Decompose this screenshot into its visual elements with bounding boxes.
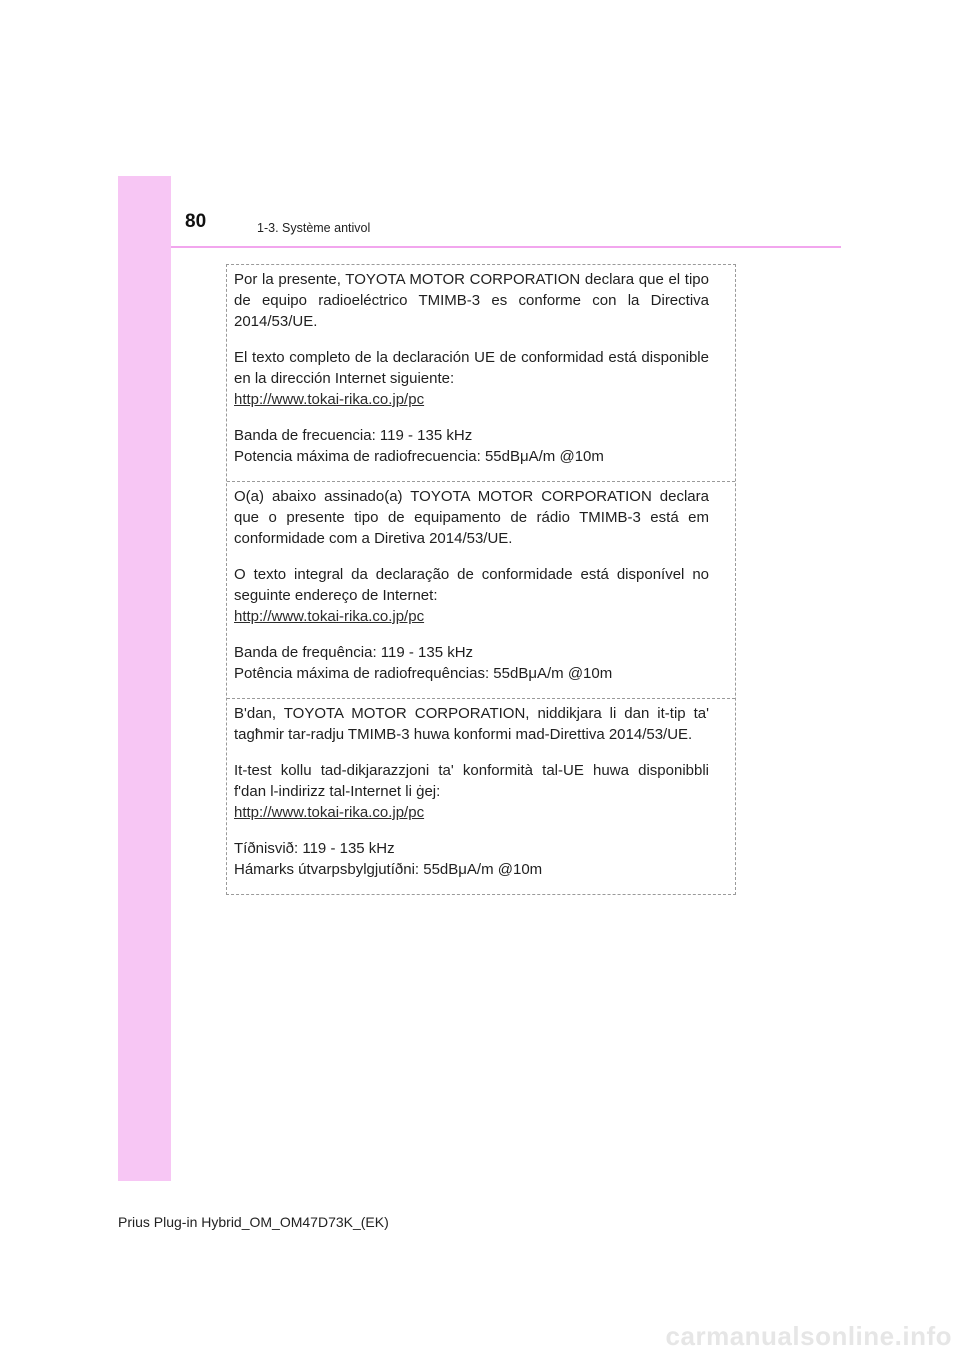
declaration-availability: El texto completo de la declaración UE de conformidad está disponible en la dirección Internet siguiente:	[234, 349, 709, 387]
frequency-band: Tíðnisvið: 119 - 135 kHz	[234, 840, 395, 857]
site-watermark: carmanualsonline.info	[665, 1321, 952, 1351]
max-power: Hámarks útvarpsbylgjutíðni: 55dBμA/m @10m	[234, 861, 543, 878]
declaration-statement: O(a) abaixo assinado(a) TOYOTA MOTOR CORPORATION declara que o presente tipo de equipamento de rádio TMIMB-3 está em conformidade com a Diretiva 2014/53/UE.	[234, 488, 709, 547]
declaration-availability: It-test kollu tad-dikjarazzjoni ta' konformità tal-UE huwa disponibbli f'dan l-indirizz tal-Internet li ġej:	[234, 762, 709, 800]
page-header	[171, 210, 841, 248]
manual-footer: Prius Plug-in Hybrid_OM_OM47D73K_(EK)	[118, 1214, 389, 1230]
frequency-band: Banda de frecuencia: 119 - 135 kHz	[234, 427, 473, 444]
declaration-link[interactable]: http://www.tokai-rika.co.jp/pc	[234, 391, 425, 408]
declaration-availability: O texto integral da declaração de conformidade está disponível no seguinte endereço de Internet:	[234, 566, 709, 604]
frequency-band: Banda de frequência: 119 - 135 kHz	[234, 644, 474, 661]
max-power: Potência máxima de radiofrequências: 55dBμA/m @10m	[234, 665, 613, 682]
declaration-link[interactable]: http://www.tokai-rika.co.jp/pc	[234, 608, 425, 625]
chapter-side-tab	[118, 176, 171, 1181]
declaration-block-portuguese	[227, 482, 735, 699]
page-number: 80	[185, 211, 207, 232]
declaration-block-maltese	[227, 699, 735, 894]
section-title: 1-3. Système antivol	[257, 221, 371, 235]
declaration-link[interactable]: http://www.tokai-rika.co.jp/pc	[234, 804, 425, 821]
declaration-statement: Por la presente, TOYOTA MOTOR CORPORATION declara que el tipo de equipo radioeléctrico TMIMB-3 es conforme con la Directiva 2014/53/UE.	[234, 271, 709, 330]
max-power: Potencia máxima de radiofrecuencia: 55dBμA/m @10m	[234, 448, 604, 465]
declaration-statement: B'dan, TOYOTA MOTOR CORPORATION, niddikjara li dan it-tip ta' tagħmir tar-radju TMIMB-3 huwa konformi mad-Direttiva 2014/53/UE.	[234, 705, 709, 743]
declaration-block-spanish	[227, 265, 735, 482]
declaration-box	[226, 264, 736, 895]
